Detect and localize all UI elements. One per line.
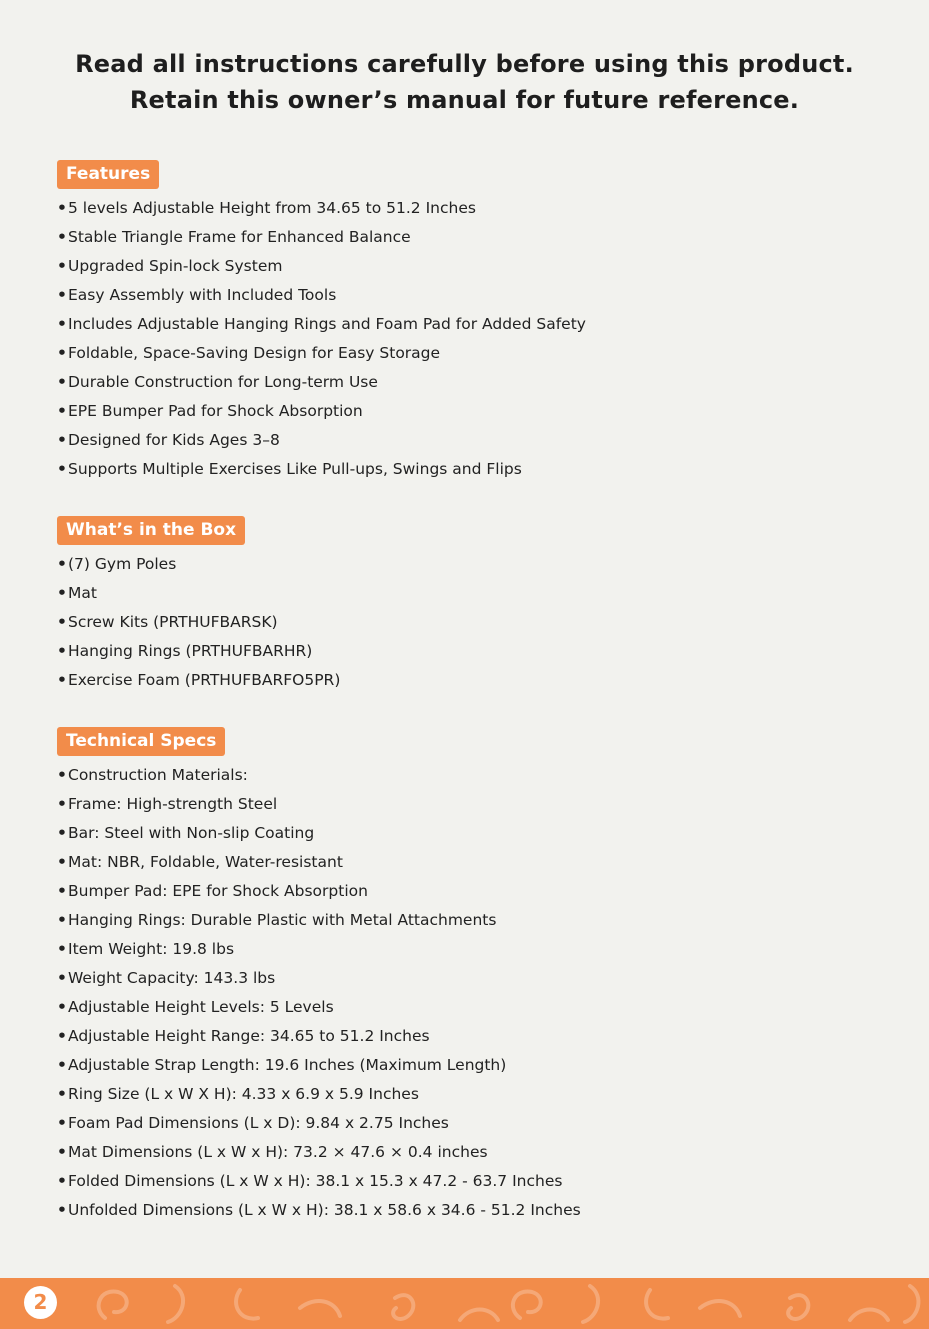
list-item-text: Upgraded Spin-lock System [68,257,283,275]
footer-band [0,1278,929,1329]
page-header [0,46,929,118]
bullet-icon: • [57,882,67,900]
list-item-text: Mat Dimensions (L x W x H): 73.2 × 47.6 × 0.4 inches [68,1143,488,1161]
list-item [57,1109,581,1138]
list-item-text: Mat: NBR, Foldable, Water-resistant [68,853,343,871]
list-item [57,368,586,397]
bullet-icon: • [57,642,67,660]
bullet-icon: • [57,766,67,784]
list-item [57,848,581,877]
swirl-pattern-icon [0,1278,929,1329]
bullet-icon: • [57,402,67,420]
list-item [57,666,340,695]
list-item-text: Adjustable Height Levels: 5 Levels [68,998,334,1016]
specs-heading: Technical Specs [57,727,225,756]
list-item [57,455,586,484]
bullet-icon: • [57,315,67,333]
features-list [57,194,586,484]
list-item [57,819,581,848]
list-item-text: Foldable, Space-Saving Design for Easy Storage [68,344,441,362]
list-item [57,877,581,906]
list-item [57,1080,581,1109]
list-item [57,310,586,339]
bullet-icon: • [57,795,67,813]
list-item-text: Bar: Steel with Non-slip Coating [68,824,315,842]
list-item-text: Hanging Rings: Durable Plastic with Metal Attachments [68,911,497,929]
list-item-text: Includes Adjustable Hanging Rings and Foam Pad for Added Safety [68,315,586,333]
list-item-text: Supports Multiple Exercises Like Pull-ups, Swings and Flips [68,460,522,478]
bullet-icon: • [57,344,67,362]
list-item-text: Weight Capacity: 143.3 lbs [68,969,276,987]
list-item-text: Durable Construction for Long-term Use [68,373,378,391]
bullet-icon: • [57,431,67,449]
bullet-icon: • [57,1114,67,1132]
box-section [57,516,340,695]
list-item-text: Designed for Kids Ages 3–8 [68,431,280,449]
bullet-icon: • [57,969,67,987]
list-item-text: Mat [68,584,97,602]
list-item [57,579,340,608]
list-item-text: Unfolded Dimensions (L x W x H): 38.1 x 58.6 x 34.6 - 51.2 Inches [68,1201,581,1219]
bullet-icon: • [57,257,67,275]
header-line-1: Read all instructions carefully before using this product. [75,50,854,78]
bullet-icon: • [57,998,67,1016]
list-item [57,761,581,790]
bullet-icon: • [57,613,67,631]
list-item-text: Item Weight: 19.8 lbs [68,940,235,958]
features-heading: Features [57,160,159,189]
list-item [57,1138,581,1167]
bullet-icon: • [57,228,67,246]
list-item-text: Exercise Foam (PRTHUFBARFO5PR) [68,671,341,689]
header-line-2: Retain this owner’s manual for future reference. [129,86,800,114]
list-item [57,194,586,223]
list-item [57,906,581,935]
list-item-text: 5 levels Adjustable Height from 34.65 to 51.2 Inches [68,199,476,217]
list-item [57,964,581,993]
bullet-icon: • [57,940,67,958]
list-item-text: Ring Size (L x W X H): 4.33 x 6.9 x 5.9 Inches [68,1085,419,1103]
list-item-text: Bumper Pad: EPE for Shock Absorption [68,882,368,900]
specs-list [57,761,581,1225]
box-heading: What’s in the Box [57,516,245,545]
list-item-text: Foam Pad Dimensions (L x D): 9.84 x 2.75 Inches [68,1114,449,1132]
bullet-icon: • [57,1027,67,1045]
features-section [57,160,586,484]
bullet-icon: • [57,286,67,304]
list-item-text: Hanging Rings (PRTHUFBARHR) [68,642,313,660]
bullet-icon: • [57,824,67,842]
bullet-icon: • [57,1172,67,1190]
bullet-icon: • [57,199,67,217]
list-item [57,397,586,426]
bullet-icon: • [57,1143,67,1161]
bullet-icon: • [57,1201,67,1219]
list-item [57,252,586,281]
list-item [57,993,581,1022]
list-item-text: Adjustable Height Range: 34.65 to 51.2 Inches [68,1027,430,1045]
list-item [57,426,586,455]
list-item [57,637,340,666]
bullet-icon: • [57,911,67,929]
specs-section [57,727,581,1225]
list-item [57,608,340,637]
bullet-icon: • [57,584,67,602]
list-item [57,1167,581,1196]
list-item-text: Frame: High-strength Steel [68,795,278,813]
box-list [57,550,340,695]
bullet-icon: • [57,373,67,391]
bullet-icon: • [57,1085,67,1103]
list-item [57,223,586,252]
list-item-text: Easy Assembly with Included Tools [68,286,337,304]
list-item-text: (7) Gym Poles [68,555,177,573]
list-item [57,339,586,368]
bullet-icon: • [57,853,67,871]
list-item-text: Construction Materials: [68,766,248,784]
list-item [57,1022,581,1051]
list-item [57,1196,581,1225]
list-item [57,550,340,579]
list-item [57,790,581,819]
bullet-icon: • [57,671,67,689]
page-number-badge: 2 [24,1286,57,1319]
bullet-icon: • [57,1056,67,1074]
bullet-icon: • [57,555,67,573]
list-item-text: Adjustable Strap Length: 19.6 Inches (Maximum Length) [68,1056,507,1074]
bullet-icon: • [57,460,67,478]
list-item [57,935,581,964]
list-item [57,1051,581,1080]
list-item [57,281,586,310]
list-item-text: Folded Dimensions (L x W x H): 38.1 x 15.3 x 47.2 - 63.7 Inches [68,1172,563,1190]
list-item-text: EPE Bumper Pad for Shock Absorption [68,402,363,420]
list-item-text: Screw Kits (PRTHUFBARSK) [68,613,278,631]
list-item-text: Stable Triangle Frame for Enhanced Balance [68,228,411,246]
